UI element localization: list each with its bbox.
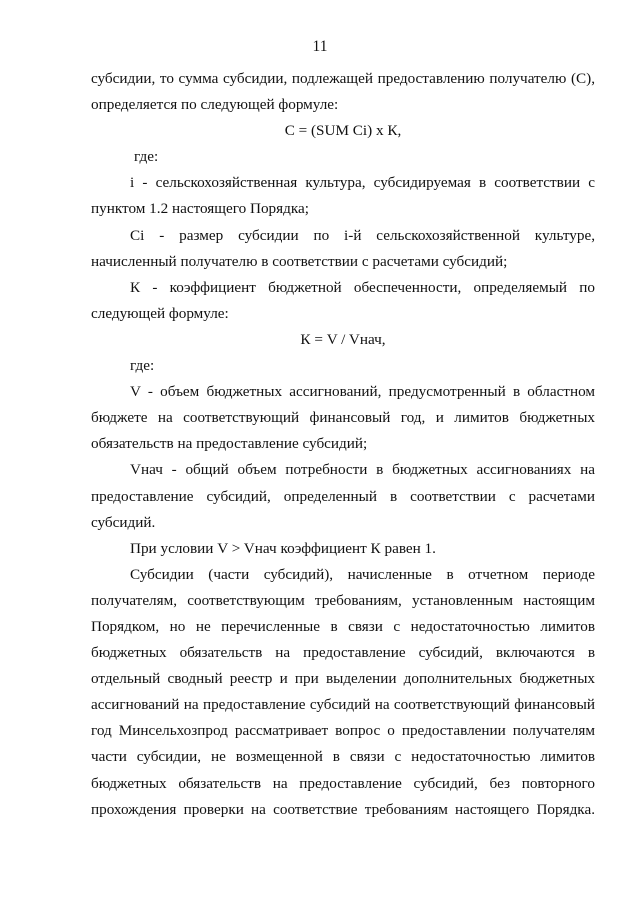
paragraph-continuation: субсидии, то сумма субсидии, подлежащей предоставлению получателю (С), определяется по следующей формуле: — [91, 70, 595, 114]
condition-statement: При условии V > Vнач коэффициент К равен 1. — [130, 539, 436, 557]
page-number: 11 — [312, 38, 328, 55]
definition-v: V - объем бюджетных ассигнований, предусмотренный в областном бюджете на соответствующий финансовый год, и лимитов бюджетных обязательств на предоставление субсидий; — [91, 383, 595, 453]
definition-i: i - сельскохозяйственная культура, субсидируемая в соответствии с пунктом 1.2 настоящего Порядка; — [91, 174, 595, 218]
definition-k: К - коэффициент бюджетной обеспеченности, определяемый по следующей формуле: — [91, 278, 595, 322]
document-body — [91, 66, 595, 823]
where-label-1: где: — [134, 148, 159, 166]
where-label-2: где: — [130, 357, 155, 375]
formula-subsidy-sum: С = (SUM Сi) x К, — [284, 122, 402, 140]
paragraph-unpaid-subsidies: Субсидии (части субсидий), начисленные в отчетном периоде получателям, соответствующим требованиям, установленным настоящим Порядком, но не перечисленные в связи с недостаточностью лимитов бюджетных обязательств на предоставление субсидий, включаются в отдельный сводный реестр и при выделении дополнительных бюджетных ассигнований на предоставление субсидий на соответствующий финансовый год Минсельхозпрод рассматривает вопрос о предоставлении получателям части субсидии, не возмещенной в связи с недостаточностью лимитов бюджетных обязательств на предоставление субсидий, без повторного прохождения проверки на соответствие требованиям настоящего Порядка. — [91, 565, 595, 818]
formula-coefficient: К = V / Vнач, — [300, 330, 386, 348]
definition-ci: Сi - размер субсидии по i-й сельскохозяйственной культуре, начисленный получателю в соответствии с расчетами субсидий; — [91, 226, 595, 270]
definition-vnach: Vнач - общий объем потребности в бюджетных ассигнованиях на предоставление субсидий, определенный в соответствии с расчетами субсидий. — [91, 461, 595, 531]
